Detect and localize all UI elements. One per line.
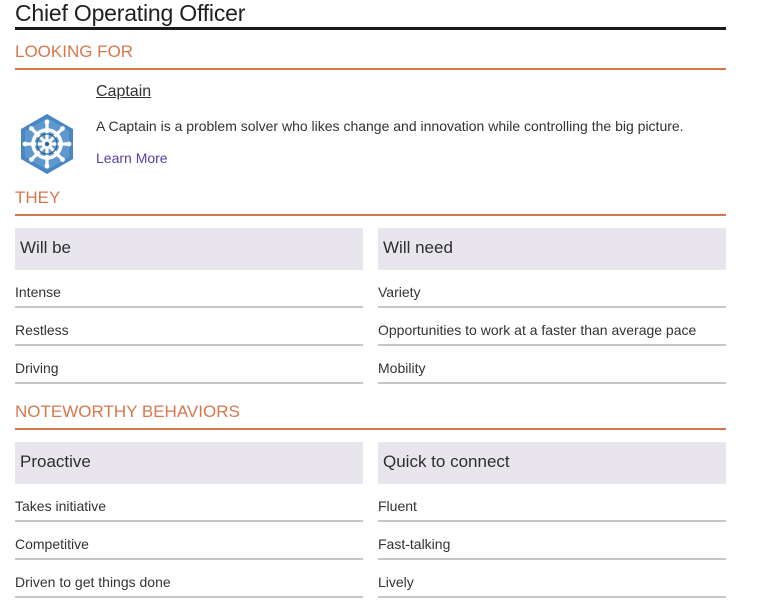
list-item: Competitive [15, 523, 363, 560]
list-item: Takes initiative [15, 485, 363, 522]
noteworthy-heading: NOTEWORTHY BEHAVIORS [15, 402, 726, 430]
profile-name-link[interactable]: Captain [96, 83, 152, 100]
list-item: Variety [378, 271, 726, 308]
will-be-header: Will be [15, 228, 363, 270]
ship-wheel-icon [18, 113, 76, 175]
will-be-column [15, 228, 363, 384]
quick-to-connect-header: Quick to connect [378, 442, 726, 484]
list-item: Mobility [378, 347, 726, 384]
list-item: Intense [15, 271, 363, 308]
list-item: Driving [15, 347, 363, 384]
list-item: Lively [378, 561, 726, 598]
proactive-column [15, 442, 363, 598]
page-title: Chief Operating Officer [15, 0, 726, 30]
quick-to-connect-column [378, 442, 726, 598]
list-item: Fluent [378, 485, 726, 522]
profile-page [15, 0, 726, 590]
profile-description: A Captain is a problem solver who likes change and innovation while controlling the big picture. [96, 118, 684, 134]
profile-card [15, 80, 726, 180]
will-need-header: Will need [378, 228, 726, 270]
noteworthy-section [15, 402, 726, 430]
proactive-header: Proactive [15, 442, 363, 484]
list-item: Fast-talking [378, 523, 726, 560]
they-heading: THEY [15, 188, 726, 216]
looking-for-section [15, 42, 726, 70]
they-section [15, 188, 726, 216]
looking-for-heading: LOOKING FOR [15, 42, 726, 70]
will-need-column [378, 228, 726, 384]
list-item: Restless [15, 309, 363, 346]
list-item: Driven to get things done [15, 561, 363, 598]
learn-more-link[interactable]: Learn More [96, 150, 168, 166]
list-item: Opportunities to work at a faster than average pace [378, 309, 726, 346]
